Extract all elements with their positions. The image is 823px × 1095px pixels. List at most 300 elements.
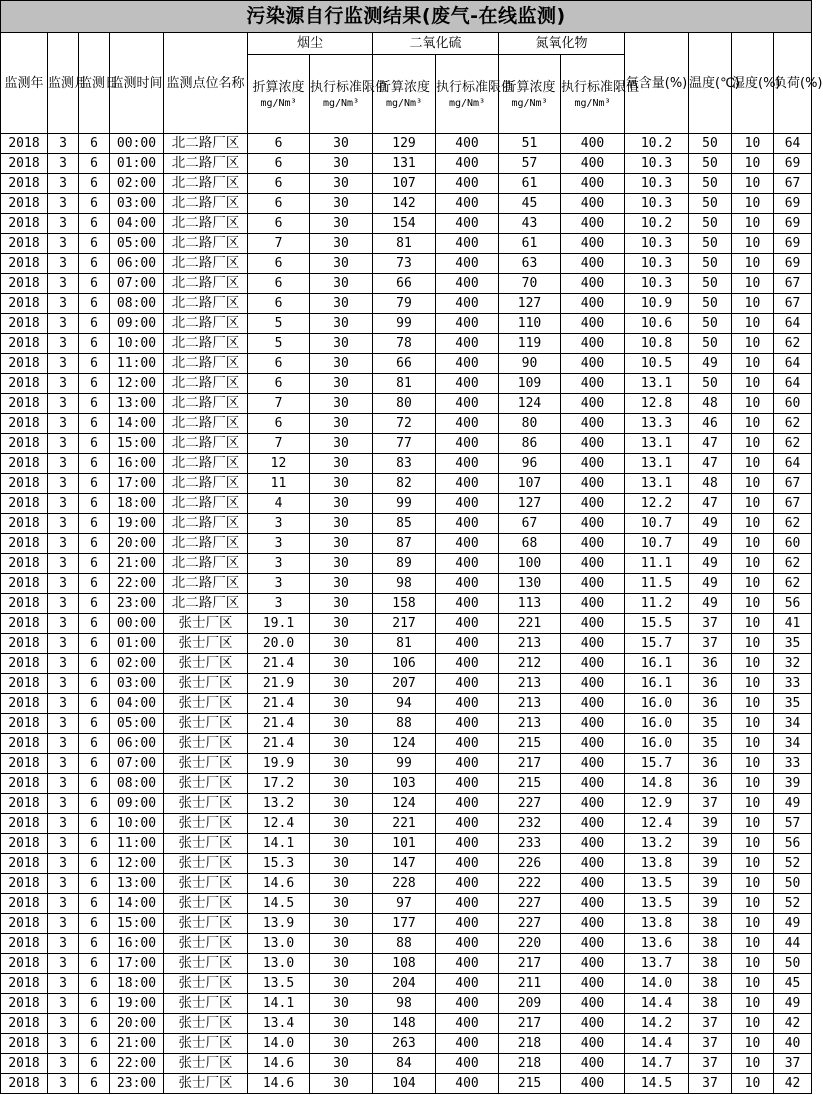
header-limit-label: 执行标准限值 — [561, 79, 640, 95]
cell-location: 北二路厂区 — [164, 274, 248, 294]
cell-location: 北二路厂区 — [164, 454, 248, 474]
table-row — [1, 714, 812, 734]
header-temperature: 温度(℃) — [689, 33, 732, 134]
cell-nox-conc: 227 — [499, 794, 561, 814]
cell-so2-conc: 66 — [373, 354, 436, 374]
cell-nox-conc: 217 — [499, 1014, 561, 1034]
cell-nox-limit: 400 — [561, 234, 625, 254]
cell-day: 6 — [79, 254, 110, 274]
cell-day: 6 — [79, 494, 110, 514]
cell-temperature: 49 — [689, 574, 732, 594]
cell-oxygen: 13.1 — [625, 454, 689, 474]
cell-so2-conc: 83 — [373, 454, 436, 474]
table-row — [1, 174, 812, 194]
cell-year: 2018 — [1, 394, 48, 414]
cell-temperature: 50 — [689, 214, 732, 234]
cell-dust-limit: 30 — [310, 354, 373, 374]
cell-year: 2018 — [1, 374, 48, 394]
cell-dust-limit: 30 — [310, 374, 373, 394]
cell-load: 64 — [774, 454, 812, 474]
cell-time: 23:00 — [110, 1074, 164, 1094]
cell-year: 2018 — [1, 794, 48, 814]
cell-month: 3 — [48, 814, 79, 834]
cell-location: 北二路厂区 — [164, 514, 248, 534]
cell-day: 6 — [79, 594, 110, 614]
cell-temperature: 37 — [689, 794, 732, 814]
cell-humidity: 10 — [732, 334, 774, 354]
cell-so2-limit: 400 — [436, 554, 499, 574]
cell-humidity: 10 — [732, 414, 774, 434]
header-unit: mg/Nm³ — [574, 97, 611, 109]
cell-humidity: 10 — [732, 234, 774, 254]
cell-temperature: 49 — [689, 534, 732, 554]
cell-temperature: 38 — [689, 974, 732, 994]
cell-load: 56 — [774, 594, 812, 614]
cell-year: 2018 — [1, 614, 48, 634]
cell-day: 6 — [79, 274, 110, 294]
cell-time: 10:00 — [110, 814, 164, 834]
cell-location: 北二路厂区 — [164, 434, 248, 454]
cell-dust-limit: 30 — [310, 394, 373, 414]
cell-so2-conc: 94 — [373, 694, 436, 714]
cell-dust-conc: 6 — [248, 414, 310, 434]
cell-oxygen: 14.7 — [625, 1054, 689, 1074]
cell-humidity: 10 — [732, 974, 774, 994]
cell-so2-limit: 400 — [436, 214, 499, 234]
cell-day: 6 — [79, 414, 110, 434]
cell-oxygen: 16.0 — [625, 714, 689, 734]
header-so2-limit — [436, 55, 515, 134]
cell-humidity: 10 — [732, 434, 774, 454]
cell-day: 6 — [79, 234, 110, 254]
cell-month: 3 — [48, 834, 79, 854]
cell-nox-limit: 400 — [561, 614, 625, 634]
cell-oxygen: 13.1 — [625, 474, 689, 494]
cell-month: 3 — [48, 374, 79, 394]
cell-so2-conc: 99 — [373, 314, 436, 334]
cell-year: 2018 — [1, 1014, 48, 1034]
cell-nox-conc: 213 — [499, 714, 561, 734]
cell-humidity: 10 — [732, 174, 774, 194]
cell-day: 6 — [79, 474, 110, 494]
cell-load: 45 — [774, 974, 812, 994]
cell-so2-conc: 124 — [373, 794, 436, 814]
cell-so2-conc: 107 — [373, 174, 436, 194]
cell-time: 15:00 — [110, 914, 164, 934]
cell-temperature: 39 — [689, 874, 732, 894]
table-row — [1, 594, 812, 614]
cell-humidity: 10 — [732, 634, 774, 654]
table-row — [1, 774, 812, 794]
cell-dust-conc: 14.6 — [248, 1074, 310, 1094]
cell-dust-limit: 30 — [310, 594, 373, 614]
cell-humidity: 10 — [732, 774, 774, 794]
cell-temperature: 39 — [689, 814, 732, 834]
cell-nox-conc: 218 — [499, 1054, 561, 1074]
cell-year: 2018 — [1, 914, 48, 934]
cell-load: 67 — [774, 274, 812, 294]
cell-load: 64 — [774, 374, 812, 394]
cell-so2-limit: 400 — [436, 854, 499, 874]
cell-load: 60 — [774, 394, 812, 414]
header-nox-conc — [499, 55, 561, 134]
cell-dust-limit: 30 — [310, 674, 373, 694]
cell-dust-conc: 3 — [248, 534, 310, 554]
cell-so2-conc: 204 — [373, 974, 436, 994]
cell-humidity: 10 — [732, 494, 774, 514]
table-row — [1, 294, 812, 314]
cell-time: 19:00 — [110, 994, 164, 1014]
cell-temperature: 50 — [689, 294, 732, 314]
cell-humidity: 10 — [732, 134, 774, 154]
cell-load: 42 — [774, 1014, 812, 1034]
cell-oxygen: 11.5 — [625, 574, 689, 594]
cell-dust-limit: 30 — [310, 174, 373, 194]
cell-year: 2018 — [1, 154, 48, 174]
cell-so2-conc: 82 — [373, 474, 436, 494]
cell-month: 3 — [48, 954, 79, 974]
cell-location: 北二路厂区 — [164, 594, 248, 614]
cell-time: 10:00 — [110, 334, 164, 354]
table-row — [1, 434, 812, 454]
table-row — [1, 814, 812, 834]
cell-oxygen: 14.4 — [625, 994, 689, 1014]
cell-dust-limit: 30 — [310, 934, 373, 954]
header-dust-limit — [310, 55, 389, 134]
cell-time: 14:00 — [110, 414, 164, 434]
cell-nox-conc: 43 — [499, 214, 561, 234]
cell-humidity: 10 — [732, 654, 774, 674]
cell-location: 北二路厂区 — [164, 294, 248, 314]
cell-dust-limit: 30 — [310, 194, 373, 214]
cell-humidity: 10 — [732, 734, 774, 754]
cell-so2-limit: 400 — [436, 794, 499, 814]
cell-year: 2018 — [1, 494, 48, 514]
cell-dust-conc: 21.4 — [248, 734, 310, 754]
cell-location: 张士厂区 — [164, 754, 248, 774]
cell-nox-limit: 400 — [561, 494, 625, 514]
cell-so2-limit: 400 — [436, 694, 499, 714]
cell-nox-conc: 61 — [499, 174, 561, 194]
cell-oxygen: 13.3 — [625, 414, 689, 434]
cell-month: 3 — [48, 994, 79, 1014]
cell-nox-limit: 400 — [561, 994, 625, 1014]
cell-humidity: 10 — [732, 754, 774, 774]
cell-month: 3 — [48, 974, 79, 994]
cell-nox-conc: 218 — [499, 1034, 561, 1054]
cell-so2-limit: 400 — [436, 494, 499, 514]
cell-dust-limit: 30 — [310, 834, 373, 854]
cell-month: 3 — [48, 274, 79, 294]
cell-oxygen: 14.8 — [625, 774, 689, 794]
cell-load: 67 — [774, 174, 812, 194]
cell-location: 张士厂区 — [164, 994, 248, 1014]
cell-nox-conc: 221 — [499, 614, 561, 634]
cell-oxygen: 10.3 — [625, 154, 689, 174]
cell-dust-conc: 14.5 — [248, 894, 310, 914]
cell-so2-limit: 400 — [436, 1014, 499, 1034]
cell-month: 3 — [48, 414, 79, 434]
cell-time: 17:00 — [110, 474, 164, 494]
cell-dust-conc: 6 — [248, 374, 310, 394]
cell-so2-limit: 400 — [436, 374, 499, 394]
cell-dust-conc: 12.4 — [248, 814, 310, 834]
cell-dust-limit: 30 — [310, 154, 373, 174]
table-row — [1, 274, 812, 294]
cell-dust-limit: 30 — [310, 914, 373, 934]
cell-nox-limit: 400 — [561, 394, 625, 414]
cell-load: 56 — [774, 834, 812, 854]
cell-temperature: 35 — [689, 714, 732, 734]
cell-year: 2018 — [1, 894, 48, 914]
cell-year: 2018 — [1, 294, 48, 314]
cell-load: 69 — [774, 254, 812, 274]
cell-location: 张士厂区 — [164, 834, 248, 854]
cell-month: 3 — [48, 694, 79, 714]
cell-month: 3 — [48, 1054, 79, 1074]
cell-year: 2018 — [1, 194, 48, 214]
cell-day: 6 — [79, 174, 110, 194]
cell-so2-limit: 400 — [436, 234, 499, 254]
cell-humidity: 10 — [732, 694, 774, 714]
cell-temperature: 49 — [689, 514, 732, 534]
cell-nox-conc: 215 — [499, 1074, 561, 1094]
cell-nox-limit: 400 — [561, 674, 625, 694]
cell-day: 6 — [79, 794, 110, 814]
header-dust-conc — [248, 55, 310, 134]
cell-nox-conc: 226 — [499, 854, 561, 874]
header-unit: mg/Nm³ — [322, 97, 360, 109]
cell-dust-conc: 13.2 — [248, 794, 310, 814]
cell-year: 2018 — [1, 534, 48, 554]
cell-so2-conc: 104 — [373, 1074, 436, 1094]
cell-month: 3 — [48, 754, 79, 774]
cell-so2-conc: 263 — [373, 1034, 436, 1054]
cell-nox-limit: 400 — [561, 634, 625, 654]
cell-temperature: 39 — [689, 894, 732, 914]
cell-oxygen: 10.7 — [625, 514, 689, 534]
cell-year: 2018 — [1, 1054, 48, 1074]
cell-dust-conc: 14.6 — [248, 874, 310, 894]
cell-nox-conc: 130 — [499, 574, 561, 594]
cell-so2-limit: 400 — [436, 974, 499, 994]
cell-humidity: 10 — [732, 354, 774, 374]
cell-temperature: 37 — [689, 634, 732, 654]
cell-dust-conc: 20.0 — [248, 634, 310, 654]
cell-humidity: 10 — [732, 614, 774, 634]
header-limit-label: 执行标准限值 — [310, 79, 389, 95]
cell-humidity: 10 — [732, 1034, 774, 1054]
cell-so2-conc: 87 — [373, 534, 436, 554]
cell-nox-conc: 213 — [499, 694, 561, 714]
cell-location: 北二路厂区 — [164, 374, 248, 394]
cell-temperature: 39 — [689, 834, 732, 854]
cell-time: 21:00 — [110, 554, 164, 574]
cell-load: 40 — [774, 1034, 812, 1054]
cell-dust-limit: 30 — [310, 714, 373, 734]
cell-dust-limit: 30 — [310, 494, 373, 514]
table-row — [1, 914, 812, 934]
cell-dust-conc: 6 — [248, 154, 310, 174]
cell-oxygen: 13.6 — [625, 934, 689, 954]
cell-nox-limit: 400 — [561, 454, 625, 474]
table-row — [1, 674, 812, 694]
table-row — [1, 634, 812, 654]
cell-location: 北二路厂区 — [164, 194, 248, 214]
cell-location: 张士厂区 — [164, 894, 248, 914]
cell-load: 62 — [774, 514, 812, 534]
cell-dust-limit: 30 — [310, 474, 373, 494]
cell-location: 张士厂区 — [164, 1014, 248, 1034]
cell-nox-conc: 45 — [499, 194, 561, 214]
page-title: 污染源自行监测结果(废气-在线监测) — [1, 1, 812, 33]
cell-nox-limit: 400 — [561, 354, 625, 374]
cell-load: 64 — [774, 134, 812, 154]
cell-nox-conc: 215 — [499, 734, 561, 754]
cell-nox-conc: 70 — [499, 274, 561, 294]
cell-so2-conc: 81 — [373, 234, 436, 254]
cell-so2-limit: 400 — [436, 394, 499, 414]
cell-month: 3 — [48, 714, 79, 734]
cell-so2-conc: 217 — [373, 614, 436, 634]
cell-location: 张士厂区 — [164, 854, 248, 874]
cell-dust-conc: 3 — [248, 594, 310, 614]
cell-nox-conc: 86 — [499, 434, 561, 454]
cell-month: 3 — [48, 434, 79, 454]
cell-load: 37 — [774, 1054, 812, 1074]
cell-nox-limit: 400 — [561, 694, 625, 714]
cell-nox-conc: 215 — [499, 774, 561, 794]
cell-location: 北二路厂区 — [164, 254, 248, 274]
table-row — [1, 694, 812, 714]
cell-so2-conc: 79 — [373, 294, 436, 314]
cell-month: 3 — [48, 914, 79, 934]
cell-nox-conc: 107 — [499, 474, 561, 494]
cell-month: 3 — [48, 874, 79, 894]
cell-day: 6 — [79, 894, 110, 914]
cell-load: 52 — [774, 894, 812, 914]
cell-month: 3 — [48, 1014, 79, 1034]
cell-day: 6 — [79, 214, 110, 234]
cell-location: 张士厂区 — [164, 1034, 248, 1054]
cell-dust-conc: 6 — [248, 174, 310, 194]
cell-load: 67 — [774, 474, 812, 494]
cell-time: 14:00 — [110, 894, 164, 914]
cell-year: 2018 — [1, 554, 48, 574]
cell-time: 01:00 — [110, 154, 164, 174]
table-row — [1, 534, 812, 554]
cell-temperature: 47 — [689, 454, 732, 474]
cell-location: 北二路厂区 — [164, 334, 248, 354]
cell-year: 2018 — [1, 214, 48, 234]
cell-so2-limit: 400 — [436, 534, 499, 554]
cell-time: 22:00 — [110, 1054, 164, 1074]
cell-humidity: 10 — [732, 314, 774, 334]
cell-dust-limit: 30 — [310, 454, 373, 474]
cell-load: 67 — [774, 494, 812, 514]
cell-day: 6 — [79, 754, 110, 774]
cell-nox-limit: 400 — [561, 334, 625, 354]
table-row — [1, 794, 812, 814]
cell-load: 52 — [774, 854, 812, 874]
cell-oxygen: 10.3 — [625, 174, 689, 194]
cell-location: 张士厂区 — [164, 934, 248, 954]
cell-so2-limit: 400 — [436, 1034, 499, 1054]
cell-time: 04:00 — [110, 694, 164, 714]
cell-humidity: 10 — [732, 1054, 774, 1074]
cell-so2-limit: 400 — [436, 654, 499, 674]
cell-dust-conc: 21.9 — [248, 674, 310, 694]
cell-load: 69 — [774, 234, 812, 254]
cell-location: 张士厂区 — [164, 914, 248, 934]
cell-humidity: 10 — [732, 934, 774, 954]
cell-day: 6 — [79, 614, 110, 634]
header-time: 监测时间 — [110, 33, 164, 134]
cell-year: 2018 — [1, 414, 48, 434]
cell-nox-conc: 217 — [499, 754, 561, 774]
cell-so2-conc: 142 — [373, 194, 436, 214]
cell-nox-conc: 61 — [499, 234, 561, 254]
cell-load: 62 — [774, 554, 812, 574]
table-row — [1, 314, 812, 334]
cell-dust-limit: 30 — [310, 874, 373, 894]
cell-humidity: 10 — [732, 454, 774, 474]
cell-nox-limit: 400 — [561, 514, 625, 534]
cell-time: 22:00 — [110, 574, 164, 594]
cell-day: 6 — [79, 674, 110, 694]
cell-so2-conc: 66 — [373, 274, 436, 294]
cell-day: 6 — [79, 854, 110, 874]
cell-dust-conc: 14.6 — [248, 1054, 310, 1074]
cell-time: 17:00 — [110, 954, 164, 974]
cell-nox-conc: 96 — [499, 454, 561, 474]
cell-oxygen: 12.8 — [625, 394, 689, 414]
cell-so2-conc: 101 — [373, 834, 436, 854]
cell-time: 23:00 — [110, 594, 164, 614]
table-row — [1, 354, 812, 374]
cell-nox-limit: 400 — [561, 254, 625, 274]
cell-dust-limit: 30 — [310, 214, 373, 234]
cell-so2-limit: 400 — [436, 834, 499, 854]
cell-dust-conc: 19.9 — [248, 754, 310, 774]
cell-year: 2018 — [1, 734, 48, 754]
cell-location: 张士厂区 — [164, 954, 248, 974]
cell-temperature: 37 — [689, 1074, 732, 1094]
cell-nox-limit: 400 — [561, 314, 625, 334]
cell-humidity: 10 — [732, 394, 774, 414]
cell-nox-limit: 400 — [561, 1014, 625, 1034]
cell-load: 64 — [774, 354, 812, 374]
cell-so2-limit: 400 — [436, 454, 499, 474]
cell-year: 2018 — [1, 674, 48, 694]
cell-dust-conc: 13.4 — [248, 1014, 310, 1034]
table-row — [1, 754, 812, 774]
cell-month: 3 — [48, 774, 79, 794]
cell-nox-limit: 400 — [561, 374, 625, 394]
cell-load: 67 — [774, 294, 812, 314]
header-dust-group: 烟尘 — [248, 33, 373, 55]
cell-nox-limit: 400 — [561, 834, 625, 854]
cell-dust-limit: 30 — [310, 574, 373, 594]
cell-dust-conc: 13.5 — [248, 974, 310, 994]
cell-humidity: 10 — [732, 994, 774, 1014]
cell-nox-conc: 211 — [499, 974, 561, 994]
cell-time: 13:00 — [110, 874, 164, 894]
cell-dust-limit: 30 — [310, 254, 373, 274]
cell-so2-limit: 400 — [436, 874, 499, 894]
cell-temperature: 36 — [689, 674, 732, 694]
cell-temperature: 36 — [689, 754, 732, 774]
